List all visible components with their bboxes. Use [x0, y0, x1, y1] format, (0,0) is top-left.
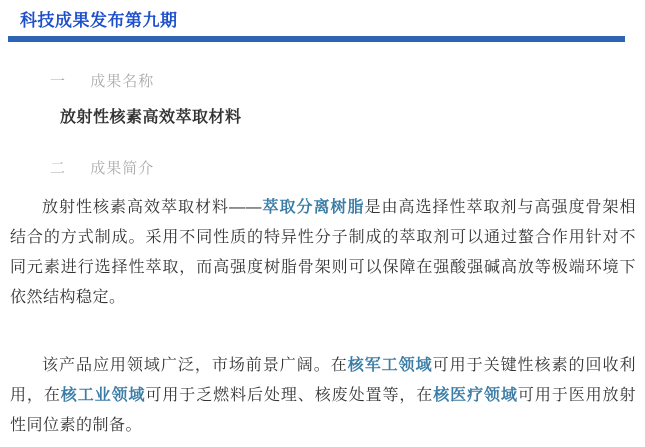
paragraph-text: 放射性核素高效萃取材料—— [42, 199, 262, 216]
intro-paragraph-1 [10, 193, 636, 313]
page-title: 科技成果发布第九期 [20, 11, 178, 30]
result-name: 放射性核素高效萃取材料 [60, 109, 242, 126]
section-heading-result-name [50, 73, 645, 91]
intro-paragraph-2 [10, 351, 636, 441]
paragraph-text: 是由高选择性萃取剂与高强度骨架相结合的方式制成。采用不同性质的特异性分子制成的萃取剂可以通过螯合作用针对不同元素进行选择性萃取，而高强度树脂骨架则可以保障在强酸强碱高放等极端环境下依然结构稳定。 [10, 199, 636, 306]
title-divider-bar [8, 36, 625, 42]
section-heading-label: 成果简介 [90, 160, 155, 177]
highlight-term-nuclear-medical: 核医疗领域 [433, 387, 518, 404]
section-heading-result-intro [50, 160, 645, 178]
highlight-term-resin: 萃取分离树脂 [262, 199, 365, 216]
highlight-term-nuclear-industry: 核工业领域 [60, 387, 146, 404]
section-number: 二 [50, 160, 67, 177]
highlight-term-nuclear-military: 核军工领域 [347, 357, 433, 374]
paragraph-text: 该产品应用领域广泛，市场前景广阔。在 [42, 357, 348, 374]
paragraph-text: 可用于乏燃料后处理、核废处置等，在 [145, 387, 434, 404]
paragraph-text: 可用于医用放射性同位素的制备。 [10, 387, 636, 434]
section-heading-label: 成果名称 [90, 73, 155, 90]
paragraph-text: 可用于关键性核素的回收利用，在 [10, 357, 636, 404]
section-number: 一 [50, 73, 67, 90]
